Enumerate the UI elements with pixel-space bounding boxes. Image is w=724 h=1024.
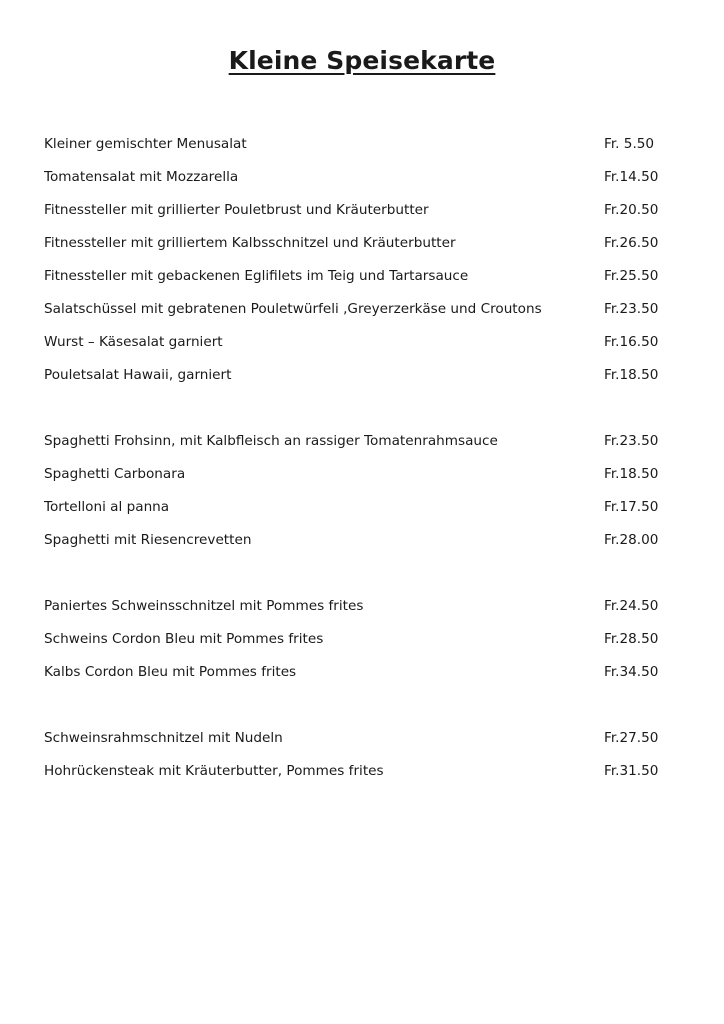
page-title: Kleine Speisekarte — [228, 46, 496, 75]
menu-item-name: Paniertes Schweinsschnitzel mit Pommes frites — [44, 598, 364, 614]
menu-item-price: Fr.34.50 — [604, 664, 659, 680]
menu-item-name: Fitnessteller mit gebackenen Eglifilets im Teig und Tartarsauce — [44, 268, 469, 284]
menu-item — [44, 758, 674, 791]
menu-item — [44, 494, 674, 527]
menu-item — [44, 296, 674, 329]
menu-item-price: Fr.23.50 — [604, 433, 659, 449]
menu-item-price: Fr.31.50 — [604, 763, 659, 779]
menu-item — [44, 197, 674, 230]
menu-item-name: Salatschüssel mit gebratenen Pouletwürfeli ,Greyerzerkäse und Croutons — [44, 301, 542, 317]
menu-item — [44, 263, 674, 296]
menu-item-price: Fr.20.50 — [604, 202, 659, 218]
menu-item-price: Fr.28.50 — [604, 631, 659, 647]
menu-section-salads — [44, 131, 674, 395]
menu-item — [44, 626, 674, 659]
menu-item-price: Fr.23.50 — [604, 301, 659, 317]
menu-item-name: Hohrückensteak mit Kräuterbutter, Pommes frites — [44, 763, 384, 779]
menu-item-price: Fr.17.50 — [604, 499, 659, 515]
menu-item-price: Fr.14.50 — [604, 169, 659, 185]
menu-item-name: Kalbs Cordon Bleu mit Pommes frites — [44, 664, 297, 680]
menu-item-price: Fr.18.50 — [604, 466, 659, 482]
menu-item-price: Fr.25.50 — [604, 268, 659, 284]
menu-item-price: Fr.18.50 — [604, 367, 659, 383]
menu-item-price: Fr.24.50 — [604, 598, 659, 614]
menu-item-name: Spaghetti mit Riesencrevetten — [44, 532, 252, 548]
menu-item-name: Tortelloni al panna — [44, 499, 170, 515]
menu-item-name: Wurst – Käsesalat garniert — [44, 334, 223, 350]
menu-item-price: Fr.27.50 — [604, 730, 659, 746]
menu-item — [44, 593, 674, 626]
menu-item — [44, 527, 674, 560]
menu-item-price: Fr.16.50 — [604, 334, 659, 350]
menu-list — [44, 131, 674, 791]
menu-item-name: Spaghetti Carbonara — [44, 466, 186, 482]
menu-item-name: Fitnessteller mit grillierter Pouletbrust und Kräuterbutter — [44, 202, 429, 218]
menu-item-name: Kleiner gemischter Menusalat — [44, 136, 247, 152]
menu-item-price: Fr.28.00 — [604, 532, 659, 548]
menu-item-name: Schweinsrahmschnitzel mit Nudeln — [44, 730, 283, 746]
menu-item — [44, 461, 674, 494]
menu-item-name: Tomatensalat mit Mozzarella — [44, 169, 239, 185]
menu-section-mains — [44, 725, 674, 791]
menu-item-name: Schweins Cordon Bleu mit Pommes frites — [44, 631, 324, 647]
menu-item — [44, 362, 674, 395]
menu-section-pasta — [44, 428, 674, 560]
menu-item-price: Fr.26.50 — [604, 235, 659, 251]
menu-item-name: Pouletsalat Hawaii, garniert — [44, 367, 232, 383]
menu-item — [44, 230, 674, 263]
menu-item — [44, 428, 674, 461]
menu-section-schnitzel — [44, 593, 674, 692]
menu-item — [44, 329, 674, 362]
menu-item-price: Fr. 5.50 — [604, 136, 655, 152]
menu-item — [44, 659, 674, 692]
menu-item — [44, 131, 674, 164]
menu-item-name: Spaghetti Frohsinn, mit Kalbfleisch an rassiger Tomatenrahmsauce — [44, 433, 498, 449]
menu-item-name: Fitnessteller mit grilliertem Kalbsschnitzel und Kräuterbutter — [44, 235, 456, 251]
menu-item — [44, 164, 674, 197]
menu-item — [44, 725, 674, 758]
